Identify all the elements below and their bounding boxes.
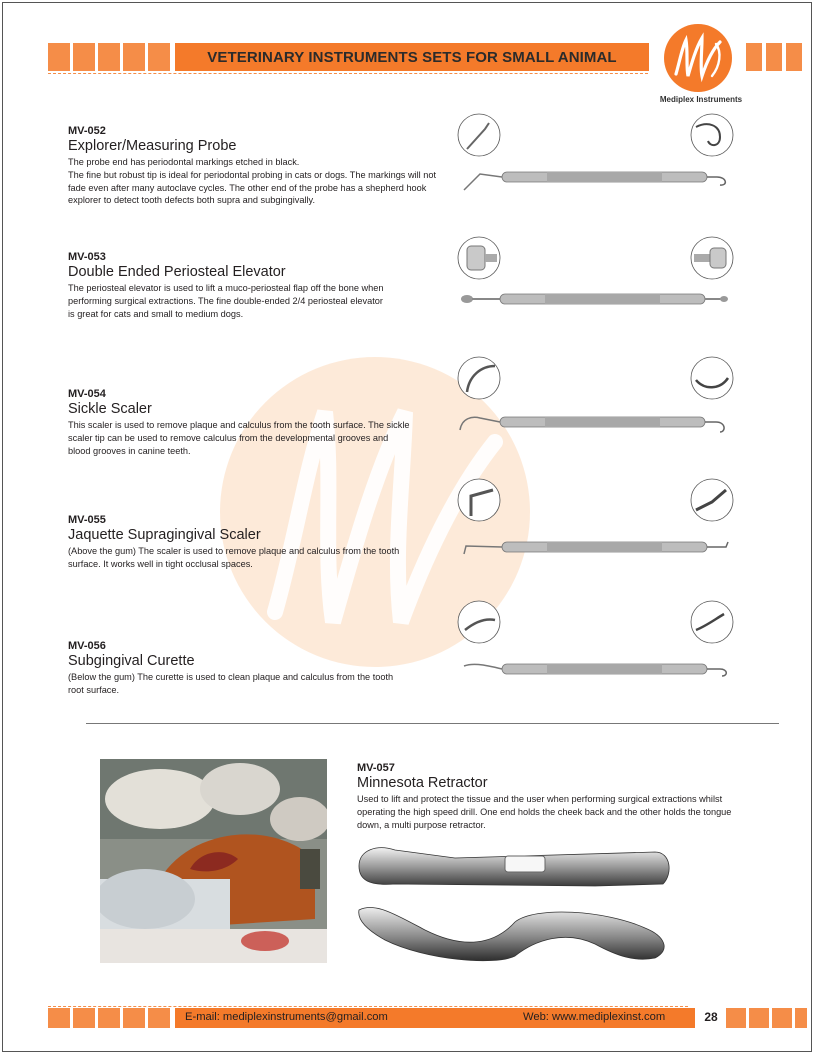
jaquette-tip-detail-image — [457, 478, 501, 522]
footer-dotted-line — [48, 1006, 688, 1007]
product-name: Subgingival Curette — [68, 653, 195, 669]
subgingival-curette-image — [462, 660, 730, 680]
elevator-tip-detail-image — [457, 236, 501, 280]
product-name: Sickle Scaler — [68, 401, 152, 417]
page-number: 28 — [704, 1010, 718, 1024]
footer-tile — [749, 1008, 769, 1028]
section-divider — [86, 723, 779, 724]
surgery-photo — [100, 759, 327, 963]
product-name: Explorer/Measuring Probe — [68, 138, 237, 154]
header-tile — [73, 43, 95, 71]
elevator-end-detail-image — [690, 236, 734, 280]
header-tile — [48, 43, 70, 71]
footer-tile — [98, 1008, 120, 1028]
footer-tile — [148, 1008, 170, 1028]
header-tile — [123, 43, 145, 71]
periosteal-elevator-image — [460, 291, 730, 307]
header-tile — [786, 43, 802, 71]
footer-tile — [123, 1008, 145, 1028]
header-tile — [766, 43, 782, 71]
product-code: MV-052 — [68, 125, 106, 137]
curette-tip-detail-image — [457, 600, 501, 644]
product-code: MV-057 — [357, 762, 395, 774]
explorer-probe-image — [462, 160, 730, 194]
footer-tile — [772, 1008, 792, 1028]
product-mv-057 — [357, 762, 737, 831]
product-description: (Above the gum) The scaler is used to remove plaque and calculus from the tooth surface. It works well in tight occlusal spaces. — [68, 546, 400, 569]
product-mv-053 — [68, 251, 388, 320]
product-mv-056 — [68, 640, 408, 697]
mediplex-logo — [662, 22, 734, 94]
explorer-hook-detail-image — [690, 113, 734, 157]
sickle-scaler-image — [458, 408, 730, 436]
jaquette-scaler-image — [462, 538, 730, 558]
page-title: VETERINARY INSTRUMENTS SETS FOR SMALL ANIMAL — [207, 48, 617, 66]
sickle-hook-detail-image — [690, 356, 734, 400]
curette-end-detail-image — [690, 600, 734, 644]
header-tile — [98, 43, 120, 71]
product-description: (Below the gum) The curette is used to clean plaque and calculus from the tooth root surface. — [68, 672, 394, 695]
product-name: Jaquette Supragingival Scaler — [68, 527, 261, 543]
product-description: This scaler is used to remove plaque and calculus from the tooth surface. The sickle scaler tip can be used to remove calculus from the developmental grooves and blood grooves in canine teeth. — [68, 420, 410, 456]
product-description: The probe end has periodontal markings etched in black. The fine but robust tip is ideal for periodontal probing in cats or dogs. The markings will not fade even after many autoclave cycles. The other end of the probe has a shepherd hook explorer to detect tooth defects both supra and subgingivally. — [68, 157, 437, 206]
product-code: MV-056 — [68, 640, 106, 652]
product-name: Double Ended Periosteal Elevator — [68, 264, 286, 280]
product-mv-052 — [68, 125, 443, 207]
footer-tile — [48, 1008, 70, 1028]
footer-website: Web: www.mediplexinst.com — [523, 1011, 666, 1023]
jaquette-end-detail-image — [690, 478, 734, 522]
footer-email: E-mail: mediplexinstruments@gmail.com — [185, 1011, 388, 1023]
product-name: Minnesota Retractor — [357, 775, 488, 791]
product-mv-054 — [68, 388, 413, 457]
minnesota-retractor-top-image — [355, 840, 673, 894]
probe-tip-detail-image — [457, 113, 501, 157]
footer-tile — [73, 1008, 95, 1028]
header-dotted-line — [48, 73, 648, 76]
brand-name: Mediplex Instruments — [659, 95, 743, 104]
header-title-bar — [175, 43, 649, 71]
minnesota-retractor-bottom-image — [355, 900, 673, 966]
product-code: MV-053 — [68, 251, 106, 263]
product-description: The periosteal elevator is used to lift a muco-periosteal flap off the bone when performing surgical extractions. The fine double-ended 2/4 periosteal elevator is great for cats and small to medium dogs. — [68, 283, 384, 319]
product-code: MV-054 — [68, 388, 106, 400]
product-description: Used to lift and protect the tissue and the user when performing surgical extractions whilst operating the high speed drill. One end holds the cheek back and the other holds the tongue down, a multi purpose retractor. — [357, 794, 732, 830]
footer-tile — [726, 1008, 746, 1028]
header-tile — [746, 43, 762, 71]
sickle-tip-detail-image — [457, 356, 501, 400]
product-mv-055 — [68, 514, 408, 571]
header-tile — [148, 43, 170, 71]
footer-tile — [795, 1008, 807, 1028]
product-code: MV-055 — [68, 514, 106, 526]
